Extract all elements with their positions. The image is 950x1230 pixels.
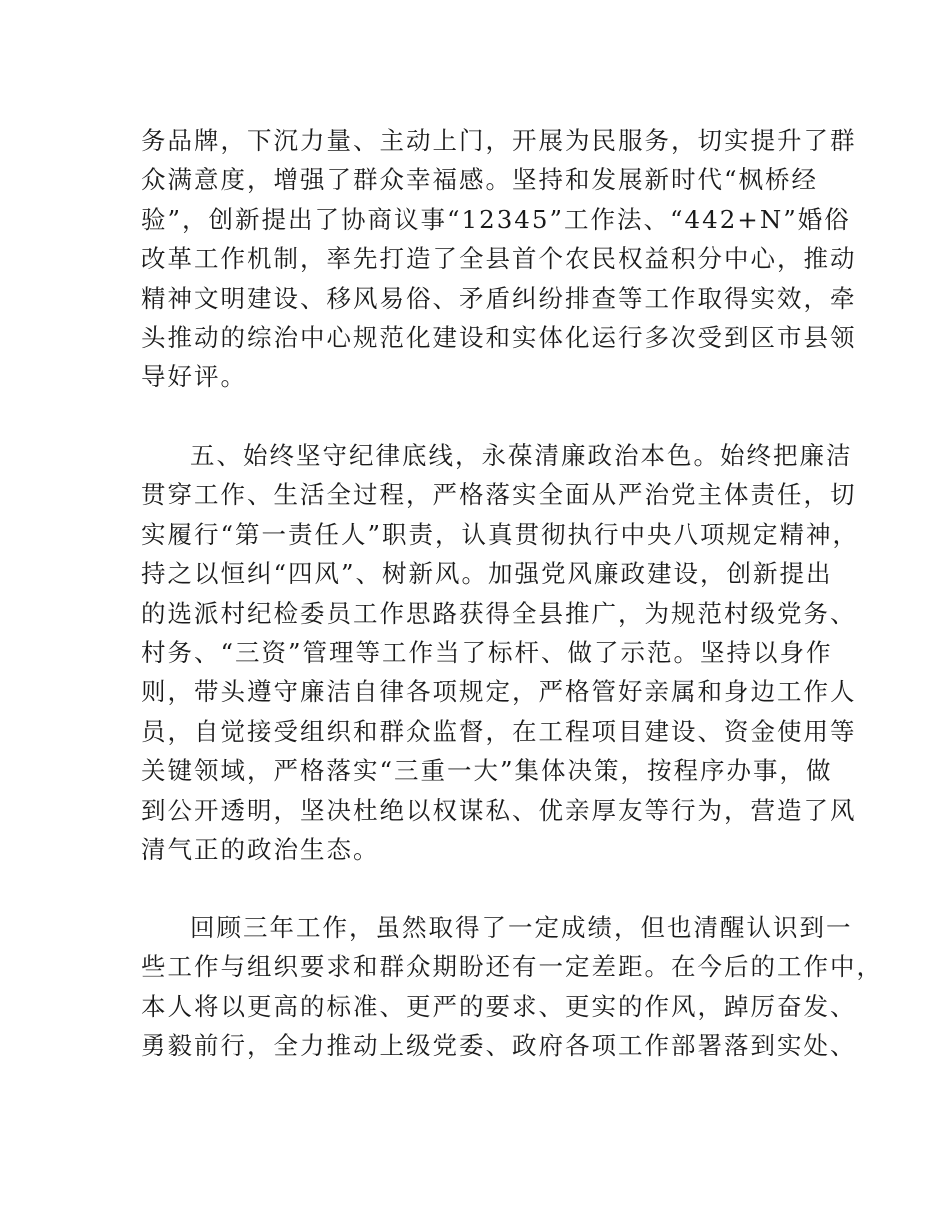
text-line: 务品牌，下沉力量、主动上门，开展为民服务，切实提升了群: [141, 126, 857, 155]
text-line: 到公开透明，坚决杜绝以权谋私、优亲厚友等行为，营造了风: [141, 795, 857, 825]
text-line: 五、始终坚守纪律底线，永葆清廉政治本色。始终把廉洁: [190, 441, 853, 470]
text-line: 些工作与组织要求和群众期盼还有一定差距。在今后的工作中，: [141, 952, 883, 982]
paragraph-public-service: [141, 121, 857, 397]
paragraph-review: [141, 908, 883, 1066]
text-line: 则，带头遵守廉洁自律各项规定，严格管好亲属和身边工作人: [141, 677, 857, 707]
text-line: 导好评。: [141, 362, 247, 392]
text-line: 的选派村纪检委员工作思路获得全县推广，为规范村级党务、: [141, 598, 857, 628]
paragraph-discipline: [141, 436, 860, 869]
text-line: 实履行“第一责任人”职责，认真贯彻执行中央八项规定精神，: [141, 519, 860, 549]
text-line: 贯穿工作、生活全过程，严格落实全面从严治党主体责任，切: [141, 480, 857, 510]
text-line: 清气正的政治生态。: [141, 834, 380, 864]
text-line: 精神文明建设、移风易俗、矛盾纠纷排查等工作取得实效，牵: [141, 283, 857, 313]
text-line: 本人将以更高的标准、更严的要求、更实的作风，踔厉奋发、: [141, 991, 857, 1021]
text-line: 回顾三年工作，虽然取得了一定成绩，但也清醒认识到一: [190, 913, 853, 942]
text-line: 勇毅前行，全力推动上级党委、政府各项工作部署落到实处、: [141, 1031, 857, 1061]
text-line: 关键领域，严格落实“三重一大”集体决策，按程序办事，做: [141, 756, 833, 786]
text-line: 改革工作机制，率先打造了全县首个农民权益积分中心，推动: [141, 244, 857, 274]
text-line: 村务、“三资”管理等工作当了标杆、做了示范。坚持以身作: [141, 637, 833, 667]
text-line: 员，自觉接受组织和群众监督，在工程项目建设、资金使用等: [141, 716, 857, 746]
text-line: 验”，创新提出了协商议事“12345”工作法、“442+N”婚俗: [141, 204, 851, 234]
text-line: 头推动的综治中心规范化建设和实体化运行多次受到区市县领: [141, 322, 857, 352]
text-line: 众满意度，增强了群众幸福感。坚持和发展新时代“枫桥经: [141, 165, 819, 195]
text-line: 持之以恒纠“四风”、树新风。加强党风廉政建设，创新提出: [141, 559, 833, 589]
